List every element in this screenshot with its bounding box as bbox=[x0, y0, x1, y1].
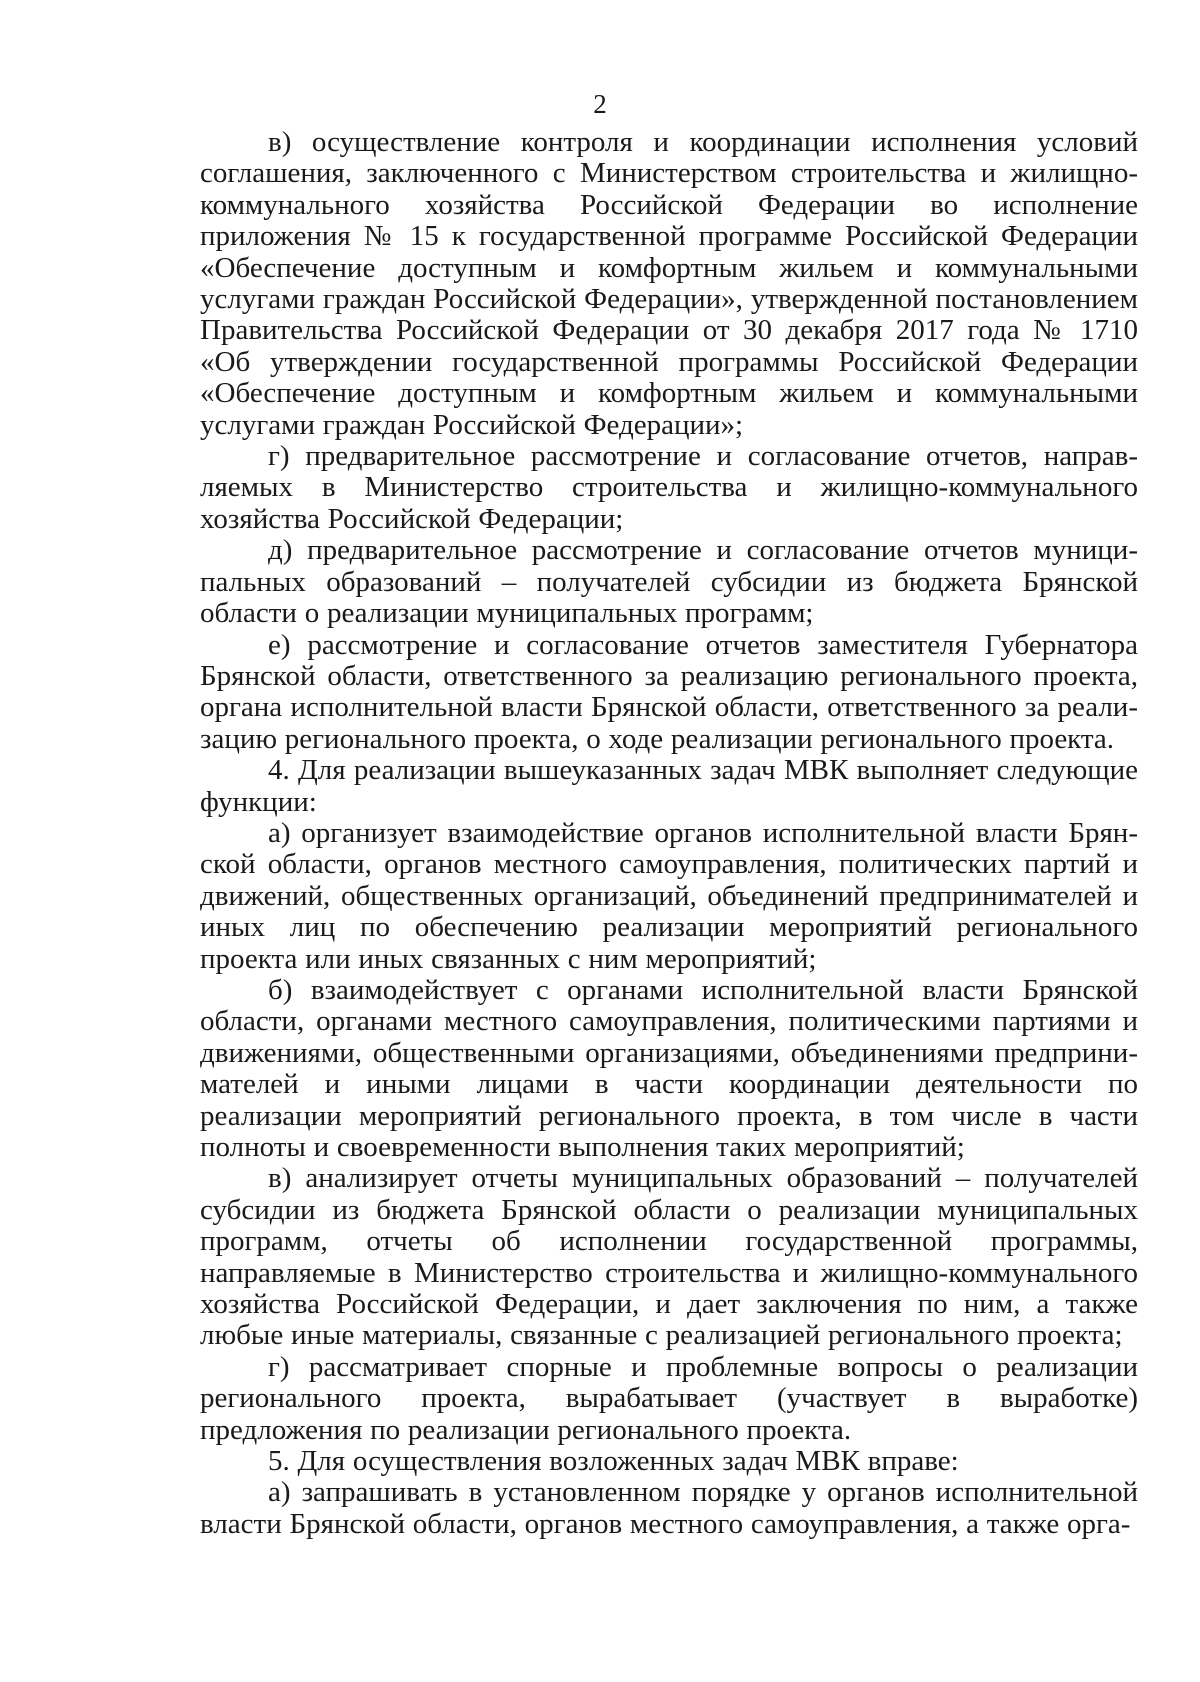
paragraph-4b-interacts: б) взаимодействует с органами исполнительной власти Брянской области, органами местного самоуправления, политическими партиями и движениями, общественными организациями, объединениями предпринимателей и иными лицами в части координации деятельности по реализации мероприятий регионального проекта, в том числе в части полноты и своевременности выполнения таких мероприятий; bbox=[200, 973, 1138, 1163]
paragraph-5a-request-info: а) запрашивать в установленном порядке у органов исполнительной власти Брянской области, органов местного самоуправления, а также орга- bbox=[200, 1476, 1138, 1540]
paragraph-5-rights-heading: 5. Для осуществления возложенных задач МВК вправе: bbox=[268, 1445, 959, 1478]
document-body bbox=[200, 127, 1138, 1540]
page-number: 2 bbox=[593, 89, 607, 119]
paragraph-4-functions-heading: 4. Для реализации вышеуказанных задач МВК выполняет следующие функции: bbox=[200, 754, 1138, 818]
paragraph-3g-report-approval: г) предварительное рассмотрение и согласование отчетов, направляемых в Министерство строительства и жилищно-коммунального хозяйства Российской Федерации; bbox=[200, 440, 1138, 535]
paragraph-3v-control-coordination: в) осуществление контроля и координации исполнения условий соглашения, заключенного с Министерством строительства и жилищно-коммунального хозяйства Российской Федерации во исполнение приложения № 15 к государственной программе Российской Федерации «Обеспечение доступным и комфортным жильем и коммунальными услугами граждан Российской Федерации», утвержденной постановлением Правительства Российской Федерации от 30 декабря 2017 года № 1710 «Об утверждении государственной программы Российской Федерации «Обеспечение доступным и комфортным жильем и коммунальными услугами граждан Российской Федерации»; bbox=[200, 126, 1138, 441]
paragraph-4g-reviews-issues: г) рассматривает спорные и проблемные вопросы о реализации регионального проекта, вырабатывает (участвует в выработке) предложения по реализации регионального проекта. bbox=[200, 1350, 1138, 1446]
paragraph-4a-organizes-interaction: а) организует взаимодействие органов исполнительной власти Брянской области, органов местного самоуправления, политических партий и движений, общественных организаций, объединений предпринимателей и иных лиц по обеспечению реализации мероприятий регионального проекта или иных связанных с ним мероприятий; bbox=[200, 816, 1138, 975]
paragraph-3e-deputy-governor-reports: е) рассмотрение и согласование отчетов заместителя Губернатора Брянской области, ответственного за реализацию регионального проекта, органа исполнительной власти Брянской области, ответственного за реализацию регионального проекта, о ходе реализации регионального проекта. bbox=[200, 628, 1138, 755]
paragraph-3d-municipal-reports: д) предварительное рассмотрение и согласование отчетов муниципальных образований – получателей субсидии из бюджета Брянской области о реализации муниципальных программ; bbox=[200, 534, 1138, 630]
paragraph-4v-analyzes-reports: в) анализирует отчеты муниципальных образований – получателей субсидии из бюджета Брянской области о реализации муниципальных программ, отчеты об исполнении государственной программы, направляемые в Министерство строительства и жилищно-коммунального хозяйства Российской Федерации, и дает заключения по ним, а также любые иные материалы, связанные с реализацией регионального проекта; bbox=[200, 1162, 1138, 1352]
